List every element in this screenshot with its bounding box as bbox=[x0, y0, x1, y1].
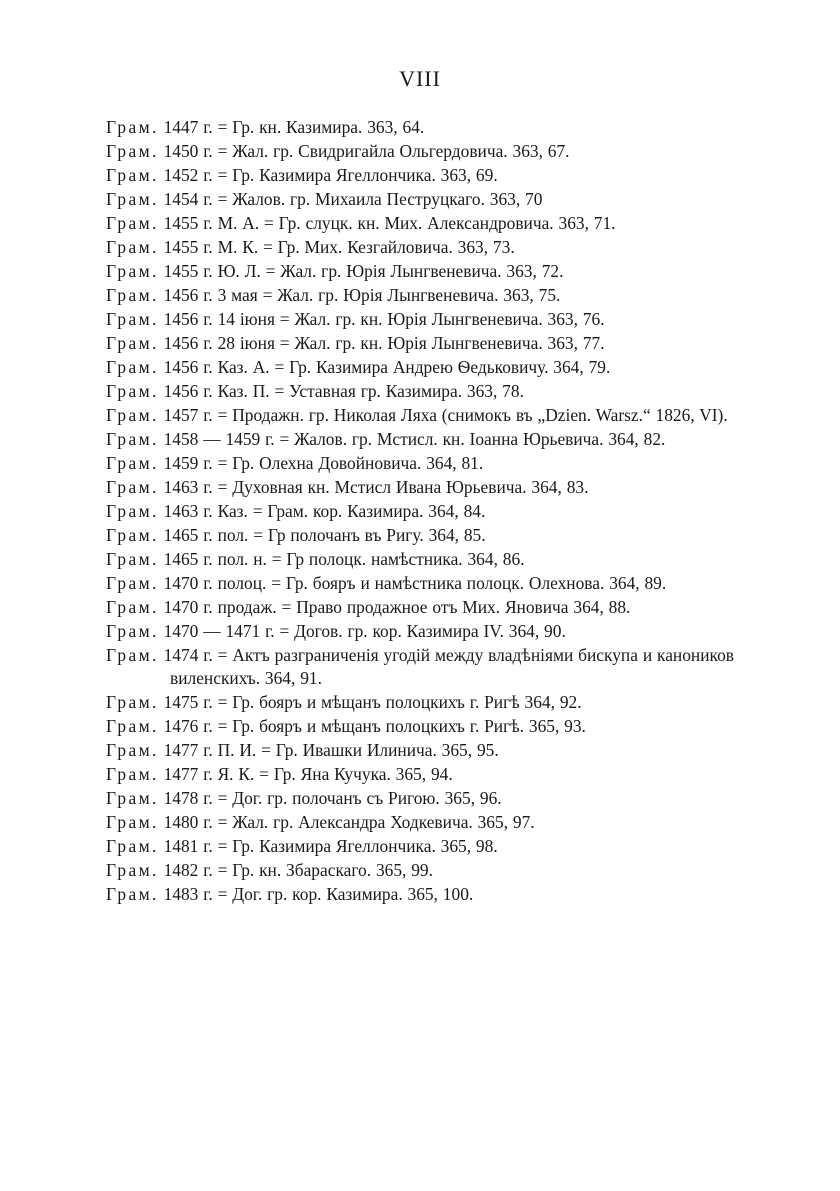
entry-text: 1450 г. = Жал. гр. Свидригайла Ольгердовича. 363, 67. bbox=[158, 141, 570, 161]
list-item bbox=[106, 380, 734, 403]
entry-text: 1452 г. = Гр. Казимира Ягеллончика. 363, 69. bbox=[158, 165, 498, 185]
entry-lead: Грам. bbox=[106, 165, 159, 185]
entry-lead: Грам. bbox=[106, 405, 159, 425]
list-item bbox=[106, 620, 734, 643]
list-item bbox=[106, 428, 734, 451]
entry-text: 1470 г. полоц. = Гр. бояръ и намѣстника полоцк. Олехнова. 364, 89. bbox=[158, 573, 667, 593]
entry-lead: Грам. bbox=[106, 740, 159, 761]
entry-text: 1454 г. = Жалов. гр. Михаила Пеструцкаго. 363, 70 bbox=[158, 189, 543, 209]
list-item bbox=[106, 404, 734, 427]
entry-lead: Грам. bbox=[106, 429, 159, 449]
entry-text: 1455 г. М. А. = Гр. слуцк. кн. Мих. Александровича. 363, 71. bbox=[158, 213, 616, 233]
entry-lead: Грам. bbox=[106, 357, 159, 377]
list-item bbox=[106, 164, 734, 187]
list-item bbox=[106, 332, 734, 355]
entry-lead: Грам. bbox=[106, 716, 159, 737]
entry-text: 1459 г. = Гр. Олехна Довойновича. 364, 81. bbox=[158, 453, 484, 473]
entry-text: 1481 г. = Гр. Казимира Ягеллончика. 365, 98. bbox=[158, 836, 498, 857]
entry-text: 1456 г. 28 іюня = Жал. гр. кн. Юрія Лынгвеневича. 363, 77. bbox=[158, 333, 605, 353]
list-item bbox=[106, 308, 734, 331]
entry-lead: Грам. bbox=[106, 381, 159, 401]
list-item bbox=[106, 524, 734, 547]
list-item bbox=[106, 596, 734, 619]
entry-lead: Грам. bbox=[106, 621, 159, 641]
entry-text: 1475 г. = Гр. бояръ и мѣщанъ полоцкихъ г. Ригѣ 364, 92. bbox=[158, 692, 582, 713]
entry-lead: Грам. bbox=[106, 788, 159, 809]
entry-text: 1463 г. Каз. = Грам. кор. Казимира. 364, 84. bbox=[158, 501, 486, 521]
entry-text: 1455 г. М. К. = Гр. Мих. Кезгайловича. 363, 73. bbox=[158, 237, 515, 257]
list-item bbox=[106, 811, 734, 834]
entry-lead: Грам. bbox=[106, 237, 159, 257]
entry-lead: Грам. bbox=[106, 141, 159, 161]
entry-lead: Грам. bbox=[106, 333, 159, 353]
entry-lead: Грам. bbox=[106, 189, 159, 209]
entry-lead: Грам. bbox=[106, 501, 159, 521]
entry-lead: Грам. bbox=[106, 836, 159, 857]
entry-text: 1457 г. = Продажн. гр. Николая Ляха (снимокъ въ „Dzien. Warsz.“ 1826, VI). bbox=[158, 405, 728, 425]
entry-text: 1456 г. 14 іюня = Жал. гр. кн. Юрія Лынгвеневича. 363, 76. bbox=[158, 309, 605, 329]
entry-lead: Грам. bbox=[106, 573, 159, 593]
entry-lead: Грам. bbox=[106, 692, 159, 713]
list-item bbox=[106, 691, 734, 714]
entry-lead: Грам. bbox=[106, 812, 159, 833]
entry-lead: Грам. bbox=[106, 477, 159, 497]
list-item bbox=[106, 787, 734, 810]
entry-text: 1474 г. = Актъ разграниченія угодій между владѣніями бискупа и каноников виленскихъ. 364, 91. bbox=[158, 645, 734, 689]
page-number: VIII bbox=[399, 66, 441, 91]
entry-text: 1455 г. Ю. Л. = Жал. гр. Юрія Лынгвеневича. 363, 72. bbox=[158, 261, 564, 281]
list-item bbox=[106, 116, 734, 139]
entry-text: 1477 г. Я. К. = Гр. Яна Кучука. 365, 94. bbox=[158, 764, 453, 785]
entry-text: 1477 г. П. И. = Гр. Ивашки Илинича. 365, 95. bbox=[158, 740, 499, 761]
list-item bbox=[106, 356, 734, 379]
list-item bbox=[106, 715, 734, 738]
entry-lead: Грам. bbox=[106, 213, 159, 233]
list-item bbox=[106, 739, 734, 762]
entry-text: 1470 — 1471 г. = Догов. гр. кор. Казимира IV. 364, 90. bbox=[158, 621, 566, 641]
entry-text: 1463 г. = Духовная кн. Мстисл Ивана Юрьевича. 364, 83. bbox=[158, 477, 589, 497]
list-item bbox=[106, 236, 734, 259]
entry-lead: Грам. bbox=[106, 117, 159, 137]
list-item bbox=[106, 212, 734, 235]
list-item bbox=[106, 476, 734, 499]
entry-lead: Грам. bbox=[106, 549, 159, 569]
entry-text: 1456 г. 3 мая = Жал. гр. Юрія Лынгвеневича. 363, 75. bbox=[158, 285, 561, 305]
entry-text: 1456 г. Каз. А. = Гр. Казимира Андрею Ѳедьковичу. 364, 79. bbox=[158, 357, 611, 377]
list-item bbox=[106, 572, 734, 595]
entry-lead: Грам. bbox=[106, 309, 159, 329]
entry-lead: Грам. bbox=[106, 884, 159, 905]
document-page bbox=[106, 64, 734, 907]
list-item bbox=[106, 140, 734, 163]
entry-lead: Грам. bbox=[106, 453, 159, 473]
entry-text: 1476 г. = Гр. бояръ и мѣщанъ полоцкихъ г. Ригѣ. 365, 93. bbox=[158, 716, 586, 737]
list-item bbox=[106, 452, 734, 475]
entry-text: 1465 г. пол. н. = Гр полоцк. намѣстника. 364, 86. bbox=[158, 549, 525, 569]
list-item bbox=[106, 500, 734, 523]
entry-text: 1470 г. продаж. = Право продажное отъ Мих. Яновича 364, 88. bbox=[158, 597, 631, 617]
list-item bbox=[106, 859, 734, 882]
entry-text: 1447 г. = Гр. кн. Казимира. 363, 64. bbox=[158, 117, 425, 137]
entry-text: 1483 г. = Дог. гр. кор. Казимира. 365, 100. bbox=[158, 884, 474, 905]
entry-text: 1482 г. = Гр. кн. Збараскаго. 365, 99. bbox=[158, 860, 433, 881]
list-item bbox=[106, 763, 734, 786]
entry-lead: Грам. bbox=[106, 261, 159, 281]
entry-lead: Грам. bbox=[106, 645, 159, 665]
entry-text: 1478 г. = Дог. гр. полочанъ съ Ригою. 365, 96. bbox=[158, 788, 502, 809]
list-item bbox=[106, 188, 734, 211]
entry-lead: Грам. bbox=[106, 525, 159, 545]
charter-list bbox=[106, 116, 734, 907]
list-item bbox=[106, 260, 734, 283]
entry-lead: Грам. bbox=[106, 285, 159, 305]
entry-lead: Грам. bbox=[106, 860, 159, 881]
list-item bbox=[106, 284, 734, 307]
entry-text: 1480 г. = Жал. гр. Александра Ходкевича. 365, 97. bbox=[158, 812, 535, 833]
list-item bbox=[106, 548, 734, 571]
list-item bbox=[106, 835, 734, 858]
list-item bbox=[106, 883, 734, 906]
entry-text: 1456 г. Каз. П. = Уставная гр. Казимира. 363, 78. bbox=[158, 381, 524, 401]
entry-lead: Грам. bbox=[106, 597, 159, 617]
entry-lead: Грам. bbox=[106, 764, 159, 785]
list-item bbox=[106, 644, 734, 691]
entry-text: 1458 — 1459 г. = Жалов. гр. Мстисл. кн. Іоанна Юрьевича. 364, 82. bbox=[158, 429, 666, 449]
entry-text: 1465 г. пол. = Гр полочанъ въ Ригу. 364, 85. bbox=[158, 525, 486, 545]
